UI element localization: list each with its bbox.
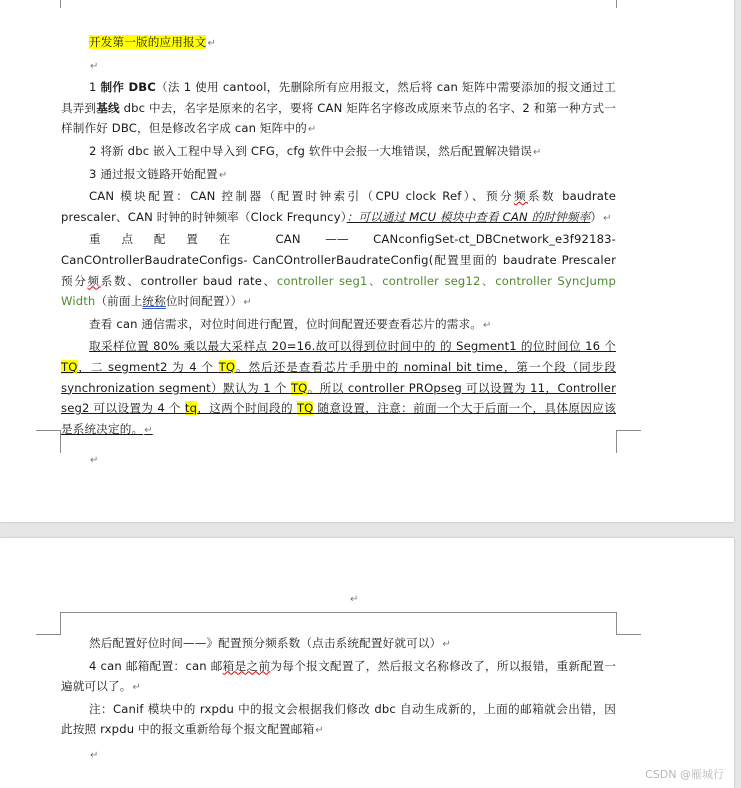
highlight-tq: TQ [61,359,78,374]
paragraph-sampling[interactable] [61,336,616,441]
paragraph-mark: ↵ [533,146,542,158]
list-number: 1 [89,80,97,95]
body-text: 位时间配置）） [165,294,243,309]
paragraph-note[interactable] [61,699,616,742]
body-text: 系数 baudrate prescaler、CAN 时钟的时钟频率（Clock Frequncy） [61,189,617,224]
body-text: 重点配置在 CAN —— CANconfigSet-ct_DBCnetwork_e3f92183-CanCOntrollerBaudrateConfigs- CanCOntrollerBaudrateConfig(配置里面的 baudrate Prescaler 预分 [61,232,616,288]
body-text: （前面上 [95,294,143,309]
heading-paragraph[interactable] [61,32,616,55]
body-text: 随意设置，注意：前面一个大于后面一个，具体原因应该是系统决定的。 [61,401,616,436]
highlight-tq: TQ [218,359,236,374]
highlight-tq: TQ [296,401,314,416]
paragraph-mark: ↵ [218,169,228,181]
crop-mark-bottom-right [616,430,641,453]
paragraph-mark: ↵ [90,749,99,761]
body-text: dbc 中去，名字是原来的名字，要将 CAN 矩阵名字修改成原来节点的名字、2 和第一种方式一样制作好 DBC，但是修改名字成 can 矩阵中的 [61,100,616,136]
body-text: ，二 segment2 为 4 个 [77,359,219,374]
body-text: 3 通过报文链路开始配置 [89,166,218,181]
paragraph-can-module[interactable] [61,186,616,229]
crop-mark-top-right [616,0,617,8]
body-text: 为每个报文配置了，然后报文名称修改了，所以报错，重新配置一遍就可以了。 [61,658,616,694]
paragraph-mark: ↵ [90,455,99,467]
document-page-2 [0,538,734,788]
empty-paragraph[interactable] [61,449,616,472]
header-paragraph-mark: ↵ [350,594,359,605]
paragraph-mark: ↵ [307,124,317,136]
body-text: 注：Canif 模块中的 rxpdu 中的报文会根据我们修改 dbc 自动生成新的，上面的邮箱就会出错，因此按照 rxpdu 中的报文重新给每个报文配置邮箱 [61,701,616,737]
body-text: 4 can 邮箱配置：can 邮 [89,658,223,673]
italic-underlined-text: ：可以通过 MCU 模块中查看 CAN 的时钟频率 [346,209,591,224]
highlight-tq: TQ [290,380,308,395]
paragraph-mark: ↵ [207,38,216,49]
body-text: 取采样位置 80% 乘以最大采样点 20=16.故可以得到位时间中的 的 Segment1 的位时间位 16 个 [89,339,616,354]
header-divider [60,612,616,613]
paragraph-prescaler[interactable] [61,633,616,656]
paragraph-import-cfg[interactable] [61,141,616,164]
crop-mark-top-left [60,0,61,8]
document-heading: 开发第一版的应用报文 [89,35,207,49]
paragraph-mailbox[interactable] [61,656,616,699]
body-text: 查看 can 通信需求，对位时间进行配置，位时间配置还要查看芯片的需求。 [89,316,483,331]
empty-paragraph[interactable] [61,55,616,78]
paragraph-mark: ↵ [603,212,612,224]
green-text: controller seg1、controller seg12、controller SyncJump Width [61,273,616,309]
body-text: 2 将新 dbc 嵌入工程中导入到 CFG，cfg 软件中会报一大堆错误，然后配置解决错误 [89,143,533,158]
page-1-content [61,32,616,472]
body-text: ，这两个时间段的 [197,401,297,416]
highlight-tq: tq [184,401,198,416]
csdn-watermark: CSDN @雁城行 [645,768,724,781]
bold-text: 基线 [96,100,120,115]
paragraph-mark: ↵ [483,319,492,331]
bold-text: 制作 DBC [100,80,156,95]
paragraph-baudrate-config[interactable] [61,229,616,313]
paragraph-dbc[interactable] [61,77,616,141]
crop-mark-top-right [616,612,641,635]
body-text: ） [590,209,603,224]
grammar-mark-text: 统称 [142,294,166,309]
paragraph-mark: ↵ [90,60,99,72]
paragraph-mark: ↵ [315,725,324,737]
crop-mark-bottom-left [36,430,61,453]
spellcheck-text: 频 [87,273,101,288]
spellcheck-text: 箱是之前 [222,658,271,673]
paragraph-link-config[interactable] [61,164,616,187]
body-text: 。然后还是查看芯片手册中的 nominal bit time，第一个段（同步段 synchronization segment）默认为 1 个 [61,359,617,395]
spellcheck-text: 频 [513,189,528,204]
paragraph-mark: ↵ [132,682,141,694]
crop-mark-top-left [36,612,61,635]
body-text: 系数、controller baud rate、 [100,273,277,288]
body-text: 然后配置好位时间——》配置预分频系数（点击系统配置好就可以） [89,636,442,650]
body-text: CAN 模块配置：CAN 控制器（配置时钟索引（CPU clock Ref）、预分 [89,189,514,204]
body-text: （法 1 使用 cantool，先删除所有应用报文，然后将 can 矩阵中需要添加的报文通过工具弄到 [61,80,616,115]
paragraph-mark: ↵ [243,297,252,309]
paragraph-bit-timing[interactable] [61,314,616,337]
page-2-content [61,633,616,767]
paragraph-mark: ↵ [144,424,153,436]
empty-paragraph[interactable] [61,744,616,767]
body-text: 。所以 controller PROpseg 可以设置为 11，Controller seg2 可以设置为 4 个 [61,380,616,416]
paragraph-mark: ↵ [442,639,451,650]
